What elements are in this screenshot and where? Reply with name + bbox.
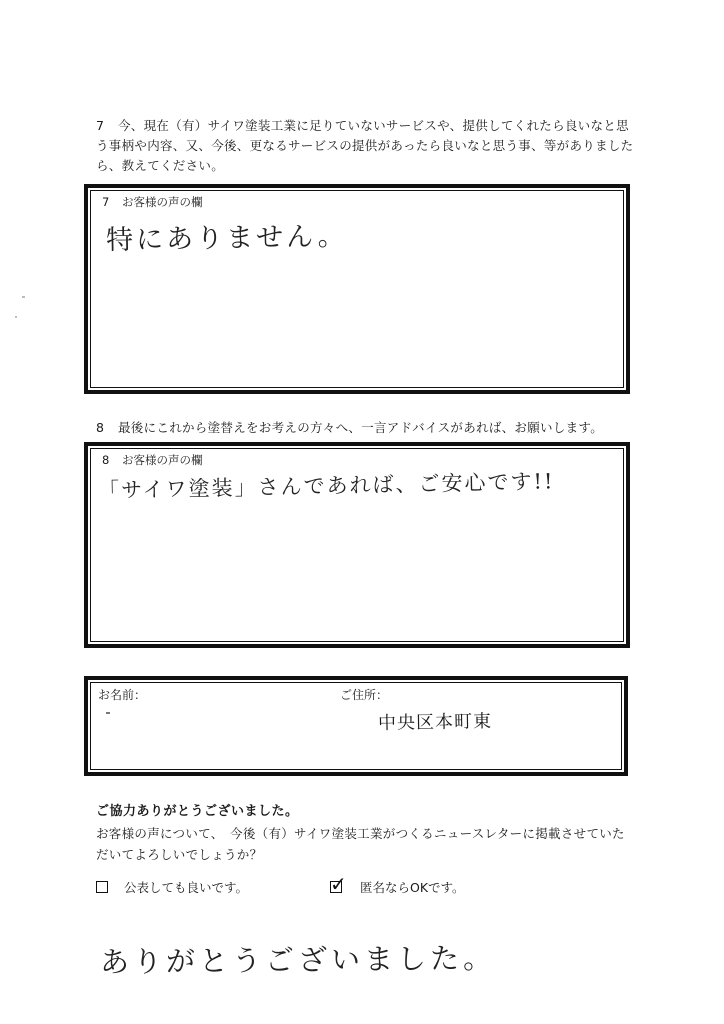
handwritten-answer-7: 特にありません。 bbox=[105, 220, 348, 257]
check-mark-icon: ✓ bbox=[330, 872, 347, 896]
answer-box-7 bbox=[84, 184, 630, 394]
answer-box-8-number: 8 bbox=[102, 453, 110, 467]
customer-info-box bbox=[84, 676, 628, 776]
handwritten-answer-8: 「サイワ塗装」さんであれば、ご安心です!! bbox=[97, 469, 555, 503]
answer-box-8-label bbox=[102, 452, 203, 468]
consent-question: お客様の声について、 今後（有）サイワ塗装工業がつくるニュースレターに掲載させていただいてよろしいでしょうか？ bbox=[96, 826, 625, 862]
question-8 bbox=[96, 418, 636, 438]
question-8-number: 8 bbox=[96, 420, 105, 435]
name-label: お名前： bbox=[98, 688, 147, 702]
option-anonymous[interactable] bbox=[330, 872, 465, 896]
answer-box-8 bbox=[84, 442, 630, 648]
scan-speck bbox=[15, 316, 17, 318]
answer-box-7-label bbox=[102, 194, 203, 210]
handwritten-closing: ありがとうございました。 bbox=[99, 940, 497, 980]
option-public[interactable] bbox=[96, 878, 248, 896]
question-8-text: 最後にこれから塗替えをお考えの方々へ、一言アドバイスがあれば、お願いします。 bbox=[118, 420, 604, 435]
option-anonymous-label: 匿名ならOKです。 bbox=[360, 880, 465, 895]
question-7 bbox=[96, 116, 636, 176]
checkbox-anonymous[interactable] bbox=[330, 872, 347, 896]
name-mark bbox=[106, 712, 110, 714]
answer-box-7-title: お客様の声の欄 bbox=[122, 195, 203, 209]
question-7-number: 7 bbox=[96, 118, 105, 133]
checkbox-public[interactable] bbox=[96, 881, 108, 893]
scan-speck bbox=[22, 296, 25, 298]
thanks-heading: ご協力ありがとうございました。 bbox=[96, 804, 299, 819]
address-label: ご住所： bbox=[340, 688, 389, 702]
option-public-label: 公表しても良いです。 bbox=[124, 880, 249, 895]
handwritten-address: 中央区本町東 bbox=[377, 711, 493, 734]
answer-box-8-title: お客様の声の欄 bbox=[122, 453, 203, 467]
question-7-text: 今、現在（有）サイワ塗装工業に足りていないサービスや、提供してくれたら良いなと思う事柄や内容、又、今後、更なるサービスの提供があったら良いなと思う事、等がありましたら、教えてください。 bbox=[96, 118, 634, 173]
answer-box-7-number: 7 bbox=[102, 195, 110, 209]
